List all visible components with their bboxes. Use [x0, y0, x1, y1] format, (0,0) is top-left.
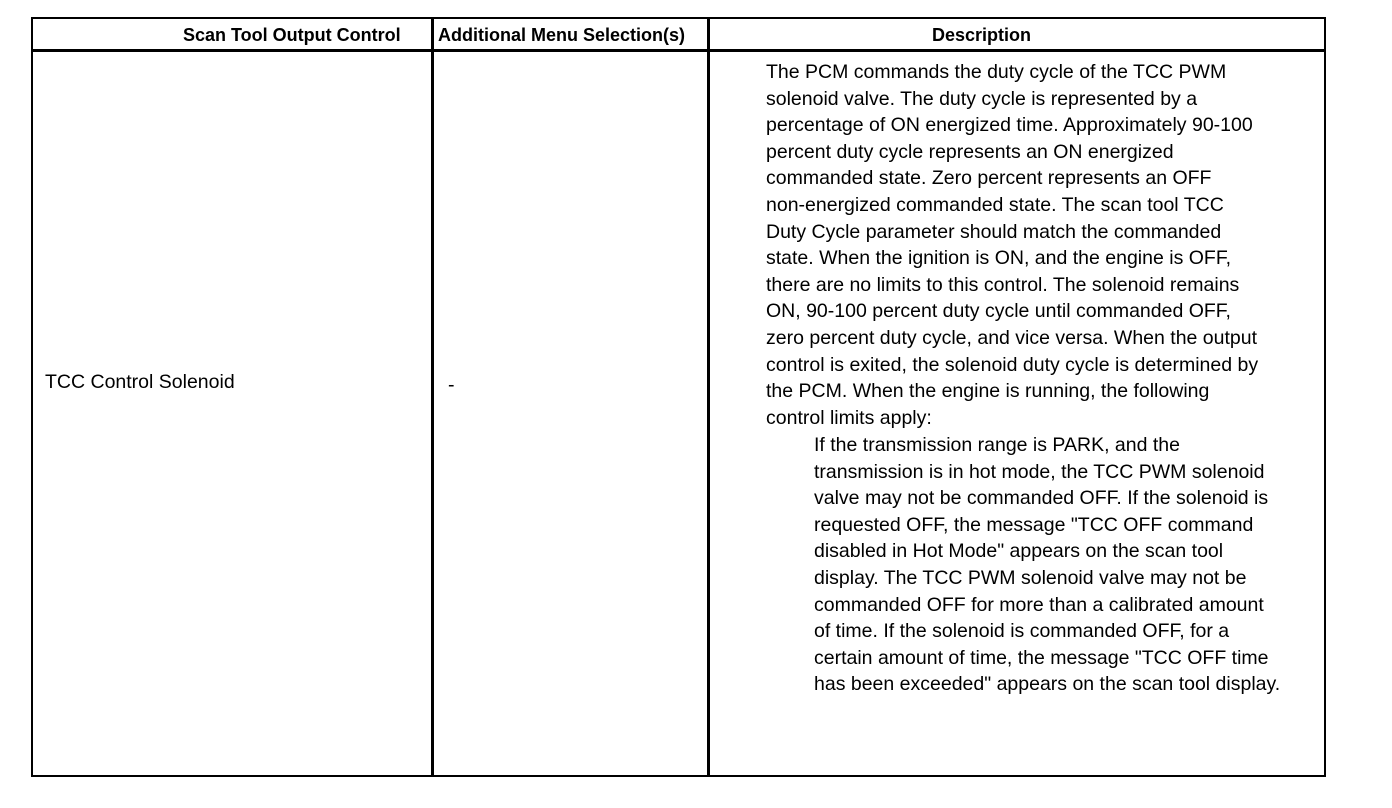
header-menu-selection: Additional Menu Selection(s): [438, 25, 686, 45]
header-divider: [31, 49, 1326, 52]
cell-output-control: TCC Control Solenoid: [45, 371, 235, 393]
header-description: Description: [932, 25, 1032, 45]
header-output-control: Scan Tool Output Control: [183, 25, 401, 45]
column-divider-1: [431, 17, 434, 777]
cell-description-limit: If the transmission range is PARK, and the transmission is in hot mode, the TCC PWM solenoid valve may not be commanded OFF. If the solenoid is requested OFF, the message "TCC OFF command disabled in Hot Mode" appears on the scan tool display. The TCC PWM solenoid valve may not be commanded OFF for more than a calibrated amount of time. If the solenoid is commanded OFF, for a certain amount of time, the message "TCC OFF time has been exceeded" appears on the scan tool display.: [814, 434, 1281, 696]
column-divider-2: [707, 17, 710, 777]
cell-menu-selection: -: [448, 374, 455, 396]
cell-description-paragraph: The PCM commands the duty cycle of the TCC PWM solenoid valve. The duty cycle is represented by a percentage of ON energized time. Approximately 90-100 percent duty cycle represents an ON energized commanded state. Zero percent represents an OFF non-energized commanded state. The scan tool TCC Duty Cycle parameter should match the commanded state. When the ignition is ON, and the engine is OFF, there are no limits to this control. The solenoid remains ON, 90-100 percent duty cycle until commanded OFF, zero percent duty cycle, and vice versa. When the output control is exited, the solenoid duty cycle is determined by the PCM. When the engine is running, the following control limits apply:: [766, 61, 1259, 429]
